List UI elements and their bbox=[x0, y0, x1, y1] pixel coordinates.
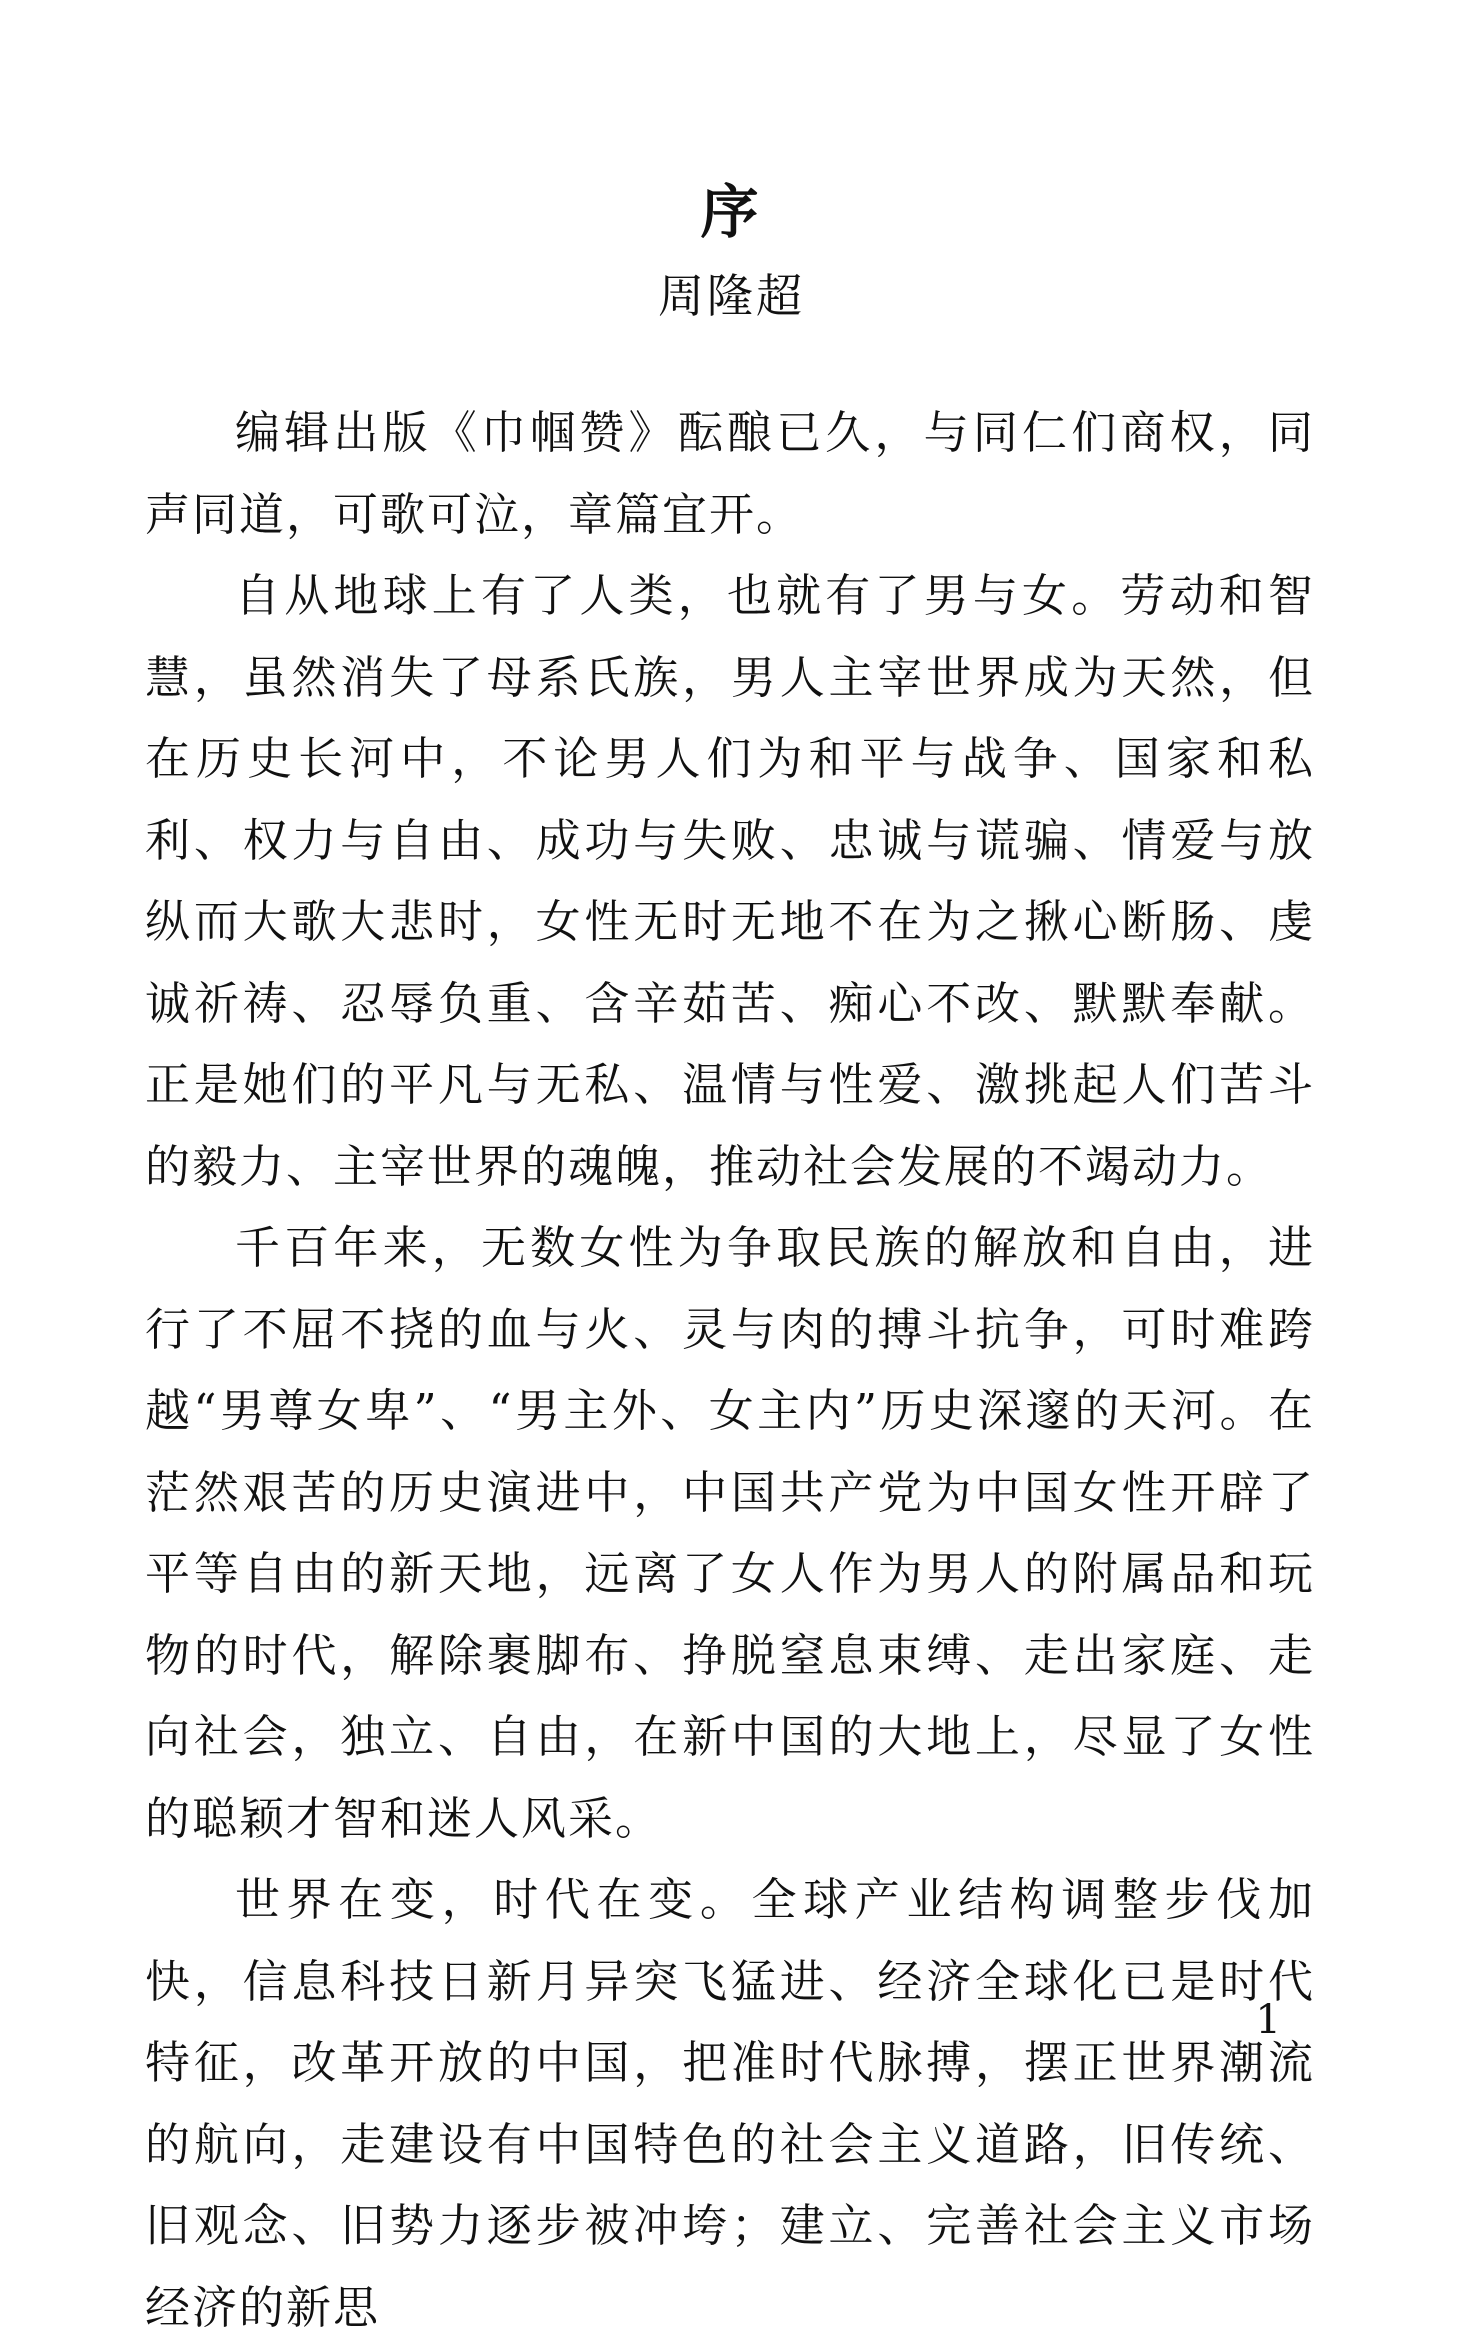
paragraph-2: 自从地球上有了人类，也就有了男与女。劳动和智慧，虽然消失了母系氏族，男人主宰世界成为天然，但在历史长河中，不论男人们为和平与战争、国家和私利、权力与自由、成功与失败、忠诚与谎骗、情爱与放纵而大歌大悲时，女性无时无地不在为之揪心断肠、虔诚祈祷、忍辱负重、含辛茹苦、痴心不改、默默奉献。正是她们的平凡与无私、温情与性爱、激挑起人们苦斗的毅力、主宰世界的魂魄，推动社会发展的不竭动力。 bbox=[145, 569, 1315, 1193]
body-text bbox=[145, 392, 1315, 2348]
paragraph-1: 编辑出版《巾帼赞》酝酿已久，与同仁们商权，同声同道，可歌可泣，章篇宜开。 bbox=[145, 406, 1315, 541]
page-title: 序 bbox=[700, 178, 763, 246]
paragraph-3: 千百年来，无数女性为争取民族的解放和自由，进行了不屈不挠的血与火、灵与肉的搏斗抗争，可时难跨越“男尊女卑”、“男主外、女主内”历史深邃的天河。在茫然艰苦的历史演进中，中国共产党为中国女性开辟了平等自由的新天地，远离了女人作为男人的附属品和玩物的时代，解除裹脚布、挣脱窒息束缚、走出家庭、走向社会，独立、自由，在新中国的大地上，尽显了女性的聪颖才智和迷人风采。 bbox=[145, 1221, 1315, 1845]
author-name: 周隆超 bbox=[658, 269, 805, 323]
page-number: 1 bbox=[1255, 1997, 1281, 2043]
paragraph-4: 世界在变，时代在变。全球产业结构调整步伐加快，信息科技日新月异突飞猛进、经济全球化已是时代特征，改革开放的中国，把准时代脉搏，摆正世界潮流的航向，走建设有中国特色的社会主义道路，旧传统、旧观念、旧势力逐步被冲垮；建立、完善社会主义市场经济的新思 bbox=[145, 1873, 1315, 2334]
